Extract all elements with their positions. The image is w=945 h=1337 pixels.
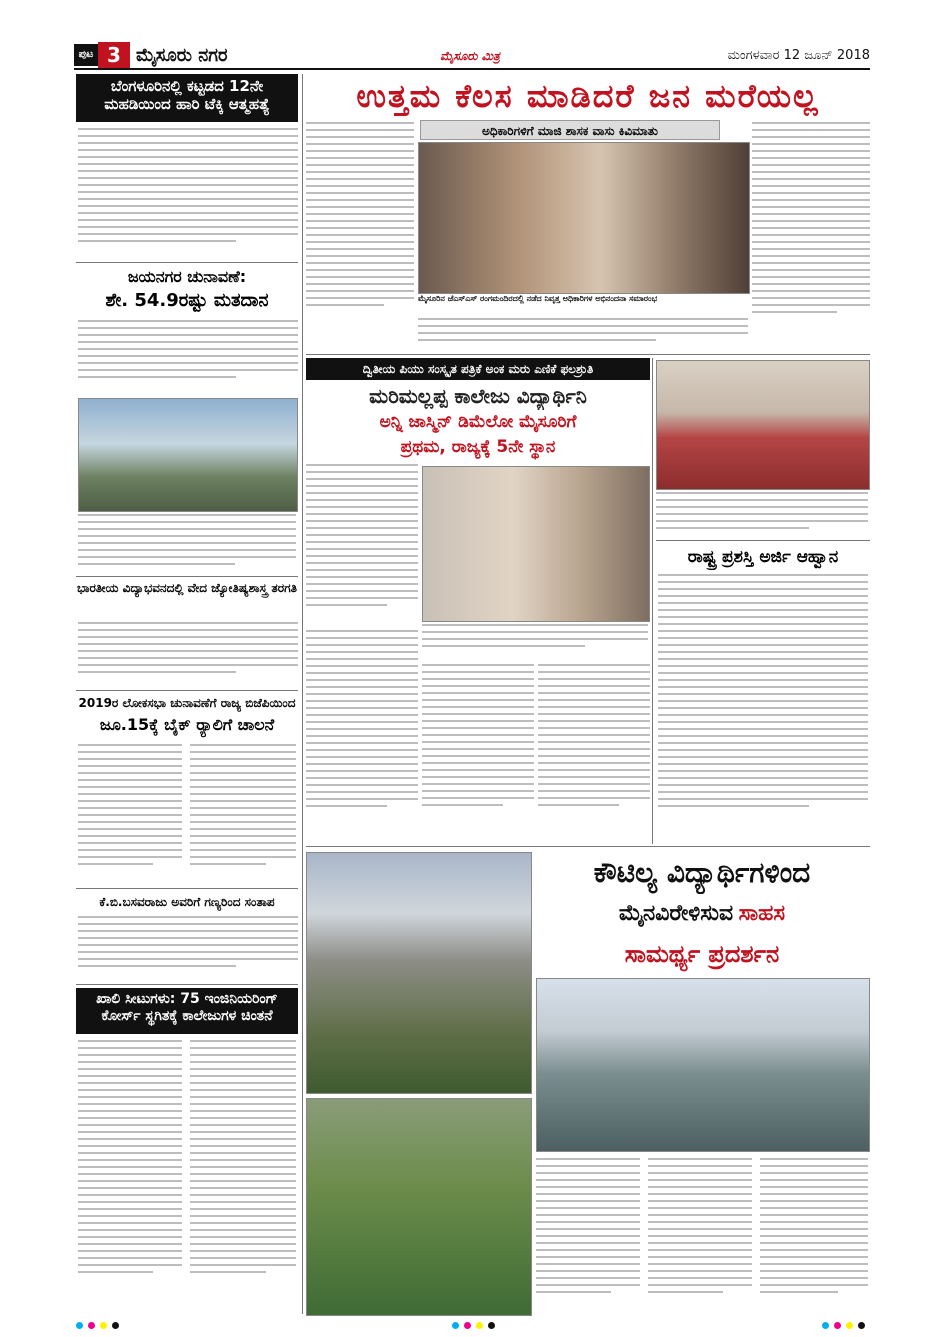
techie-headline: ಬೆಂಗಳೂರಿನಲ್ಲಿ ಕಟ್ಟಡದ 12ನೇ ಮಹಡಿಯಿಂದ ಹಾರಿ ಟೆಕ್ಕಿ ಆತ್ಮಹತ್ಯೆ xyxy=(76,74,298,122)
engineering-body-col1 xyxy=(78,1040,182,1310)
divider xyxy=(76,984,298,985)
rally-body-col1 xyxy=(78,744,182,884)
section-name: ಮೈಸೂರು ನಗರ xyxy=(136,45,228,66)
magenta-dot xyxy=(834,1322,841,1329)
tree-planting-photo xyxy=(78,398,298,512)
gas-cylinder-photo xyxy=(656,360,870,490)
sanskrit-body-col1 xyxy=(306,464,418,624)
sanskrit-kicker: ದ್ವಿತೀಯ ಪಿಯು ಸಂಸ್ಕೃತ ಪತ್ರಿಕೆ ಅಂಕ ಮರು ಎಣಿಕೆ ಫಲಶ್ರುತಿ xyxy=(306,358,650,380)
jayanagar-subhead: ಶೇ. 54.9ರಷ್ಟು ಮತದಾನ xyxy=(105,290,269,311)
techie-body xyxy=(78,128,298,258)
tree-planting-caption xyxy=(78,514,296,574)
yellow-dot xyxy=(100,1322,107,1329)
divider xyxy=(76,690,298,691)
page-label-box: ಪುಟ xyxy=(74,44,98,66)
condolence-body xyxy=(78,916,298,980)
award-body xyxy=(658,574,868,842)
kautilya-headline-line2 xyxy=(534,894,870,934)
felicitation-photo xyxy=(418,142,750,294)
sanskrit-headline-line3: ಪ್ರಥಮ, ರಾಜ್ಯಕ್ಕೆ 5ನೇ ಸ್ಥಾನ xyxy=(400,437,556,457)
lead-body-bottom xyxy=(418,318,748,350)
lead-body-col5 xyxy=(752,122,870,342)
rally-headline-line1: 2019ರ ಲೋಕಸಭಾ ಚುನಾವಣೆಗೆ ರಾಜ್ಯ ಬಿಜೆಪಿಯಿಂದ xyxy=(78,696,296,710)
kautilya-body-col3 xyxy=(760,1158,868,1314)
lead-photo-caption: ಮೈಸೂರಿನ ಜೆಎಸ್‌ಎಸ್ ರಂಗಮಂದಿರದಲ್ಲಿ ನಡೆದ ನಿವೃತ್ತ ಅಧಿಕಾರಿಗಳ ಅಭಿನಂದನಾ ಸಮಾರಂಭ xyxy=(418,294,658,303)
newspaper-logo: ಮೈಸೂರು ಮಿತ್ರ xyxy=(440,49,500,63)
lead-headline: ಉತ್ತಮ ಕೆಲಸ ಮಾಡಿದರೆ ಜನ ಮರೆಯಲ್ಲ xyxy=(356,77,820,115)
topper-caption xyxy=(422,624,648,660)
lead-kicker: ಅಧಿಕಾರಿಗಳಿಗೆ ಮಾಜಿ ಶಾಸಕ ವಾಸು ಕಿವಿಮಾತು xyxy=(420,120,720,140)
condolence-headline: ಕೆ.ಬಿ.ಬಸವರಾಜು ಅವರಿಗೆ ಗಣ್ಯರಿಂದ ಸಂತಾಪ xyxy=(99,895,275,909)
divider xyxy=(76,888,298,889)
sanskrit-body-col4 xyxy=(538,664,650,842)
magenta-dot xyxy=(88,1322,95,1329)
page-number: 3 xyxy=(98,42,130,68)
divider xyxy=(76,576,298,577)
print-marks-right xyxy=(822,1322,882,1332)
cyan-dot xyxy=(822,1322,829,1329)
rally-headline-line2: ಜೂ.15ಕ್ಕೆ ಬೈಕ್ ರ್‍ಯಾಲಿಗೆ ಚಾಲನೆ xyxy=(99,715,275,734)
rafting-photo xyxy=(536,978,870,1152)
engineering-headline: ಖಾಲಿ ಸೀಟುಗಳು: 75 ಇಂಜಿನಿಯರಿಂಗ್ ಕೋರ್ಸ್ ಸ್ಥಗಿತಕ್ಕೆ ಕಾಲೇಜುಗಳ ಚಿಂತನೆ xyxy=(76,988,298,1034)
cyan-dot xyxy=(452,1322,459,1329)
black-dot xyxy=(112,1322,119,1329)
yellow-dot xyxy=(846,1322,853,1329)
column-rule xyxy=(302,74,303,1314)
black-dot xyxy=(488,1322,495,1329)
column-rule xyxy=(652,358,653,844)
sanskrit-body-col2 xyxy=(306,630,418,840)
sanskrit-headline-line1: ಮರಿಮಲ್ಲಪ್ಪ ಕಾಲೇಜು ವಿದ್ಯಾರ್ಥಿನಿ xyxy=(369,384,587,408)
kautilya-headline-line1: ಕೌಟಿಲ್ಯ ವಿದ್ಯಾರ್ಥಿಗಳಿಂದ xyxy=(593,856,811,889)
magenta-dot xyxy=(464,1322,471,1329)
print-marks-left xyxy=(76,1322,136,1332)
print-marks-center xyxy=(452,1322,512,1332)
black-dot xyxy=(858,1322,865,1329)
kautilya-body-col2 xyxy=(648,1158,752,1314)
masthead xyxy=(0,42,945,68)
divider xyxy=(306,354,870,355)
rock-climbing-photo xyxy=(306,852,532,1094)
gas-cylinder-caption xyxy=(656,492,868,536)
jayanagar-headline: ಜಯನಗರ ಚುನಾವಣೆ: xyxy=(127,267,247,286)
cyan-dot xyxy=(76,1322,83,1329)
divider xyxy=(306,846,870,847)
sanskrit-body-col3 xyxy=(422,664,534,842)
kautilya-headline-line3: ಸಾಮರ್ಥ್ಯ ಪ್ರದರ್ಶನ xyxy=(624,940,780,968)
issue-date: ಮಂಗಳವಾರ 12 ಜೂನ್ 2018 xyxy=(727,48,870,63)
sanskrit-headline-line2: ಅನ್ನಿ ಜಾಸ್ಮಿನ್ ಡಿಮೆಲೋ ಮೈಸೂರಿಗೆ xyxy=(379,412,577,432)
masthead-rule xyxy=(74,68,870,70)
yellow-dot xyxy=(476,1322,483,1329)
bhavan-body xyxy=(78,622,298,684)
topper-photo xyxy=(422,466,650,622)
kautilya-body-col1 xyxy=(536,1158,640,1314)
kautilya-headline-line2b: ಸಾಹಸ xyxy=(738,901,786,926)
kautilya-headline-line2a: ಮೈನವಿರೇಳಿಸುವ xyxy=(618,901,734,926)
rally-body-col2 xyxy=(190,744,296,884)
jayanagar-body xyxy=(78,320,298,390)
award-headline: ರಾಷ್ಟ್ರ ಪ್ರಶಸ್ತಿ ಅರ್ಜಿ ಆಹ್ವಾನ xyxy=(687,547,839,567)
bhavan-headline: ಭಾರತೀಯ ವಿದ್ಯಾಭವನದಲ್ಲಿ ವೇದ ಜ್ಯೋತಿಷ್ಯಶಾಸ್ತ್ರ ತರಗತಿ xyxy=(77,581,297,595)
students-camp-photo xyxy=(306,1098,532,1316)
divider xyxy=(76,262,298,263)
lead-body-col1 xyxy=(306,122,414,332)
engineering-body-col2 xyxy=(190,1040,296,1310)
divider xyxy=(656,540,870,541)
